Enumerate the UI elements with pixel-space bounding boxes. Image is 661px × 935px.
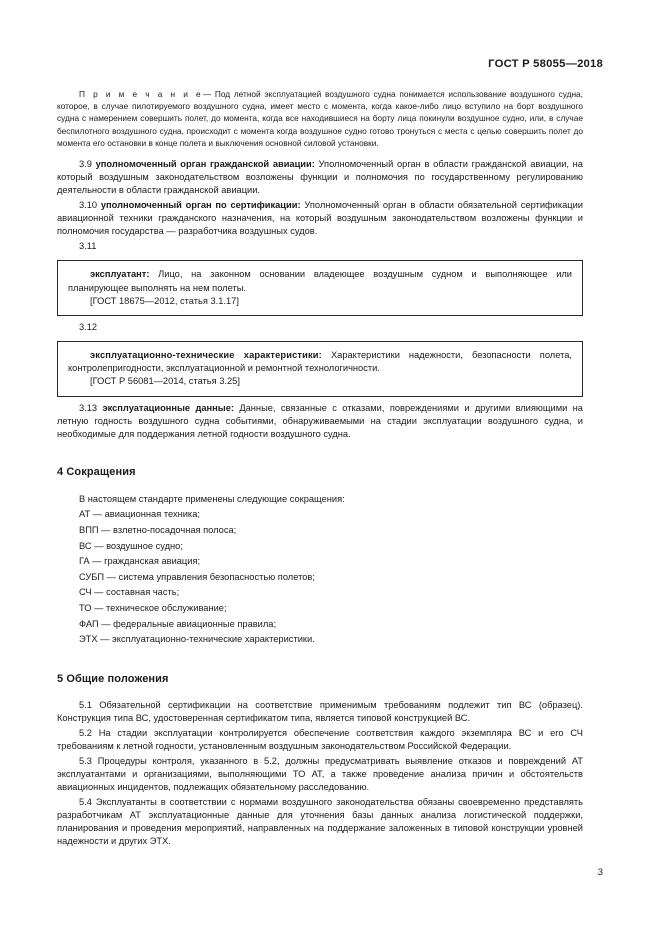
- clause-5-4: [57, 796, 583, 848]
- abbreviation-item-fap: ФАП — федеральные авиационные правила;: [79, 618, 277, 629]
- abbreviation-item-sch: СЧ — составная часть;: [79, 587, 180, 598]
- abbreviation-item-vpp: ВПП — взлетно-посадочная полоса;: [79, 524, 237, 535]
- note-dash: —: [202, 89, 212, 99]
- clause-5-3-number: 5.3: [79, 755, 92, 766]
- definition-box-3-12-term: эксплуатационно-технические характеристики:: [90, 350, 322, 360]
- clause-3-13-number: 3.13: [79, 402, 98, 413]
- abbreviation-item-ga: ГА — гражданская авиация;: [79, 556, 201, 567]
- clause-3-9-number: 3.9: [79, 159, 92, 170]
- clause-3-9-definition: Уполномоченный орган в области гражданской авиации, на который воздушным законодательством возложены функции и полномочия по государственному регулированию деятельности в области гражданской авиации.: [57, 159, 583, 196]
- definition-box-3-12-text: Характеристики надежности, безопасности полета, контролепригодности, эксплуатационной и ремонтной технологичности.: [68, 350, 572, 374]
- clause-3-10: [57, 199, 583, 238]
- page-number: 3: [597, 866, 603, 877]
- note-paragraph: [57, 88, 583, 149]
- definition-box-3-12-body: [68, 349, 572, 375]
- definition-box-3-11-term: эксплуатант:: [90, 269, 150, 280]
- abbreviation-item-at: АТ — авиационная техника;: [79, 509, 200, 520]
- definition-box-3-11-text: Лицо, на законном основании владеющее воздушным судном и выполняющее или планирующее выполнять на нем полеты.: [68, 269, 573, 293]
- clause-5-4-number: 5.4: [79, 797, 92, 808]
- note-label: П р и м е ч а н и е: [79, 89, 203, 99]
- clause-5-3-text: Процедуры контроля, указанного в 5.2, должны предусматривать выявление отказов и повреждений АТ эксплуатантами и организациями, выполняющими ТО АТ, а также проведение анализа причин и обстоятельств авиационных инцидентов, подлежащих обязательному расследованию.: [57, 755, 583, 792]
- clause-5-3: [57, 755, 583, 794]
- definition-box-3-11: [57, 260, 583, 316]
- abbreviation-item-vs: ВС — воздушное судно;: [79, 540, 183, 551]
- clause-3-9-term: уполномоченный орган гражданской авиации:: [95, 159, 315, 170]
- clause-3-13-definition: Данные, связанные с отказами, повреждениями и другими влияющими на летную годность воздушного судна событиями, обнаруживаемыми на стадии эксплуатации воздушного судна, и необходимые для поддержания летной годности воздушного судна.: [57, 402, 583, 439]
- definition-box-3-12: [57, 341, 583, 397]
- clause-3-10-number: 3.10: [79, 200, 98, 211]
- note-text: Под летной эксплуатацией воздушного судна понимается использование воздушного судна, которое, в случае пилотируемого воздушного судна, имеет место с момента, когда какое-либо лицо вступило на борт воздушного судна с намерением совершить полет, до момента, когда все находившиеся на борту лица покинули воздушное судно, или, в случае беспилотного воздушного судна, происходит с момента когда воздушное судно готово тронуться с места с целью совершить полет до момента его остановки в конце полета и выключения основной силовой установки.: [57, 89, 583, 148]
- clause-3-10-definition: Уполномоченный орган в области обязательной сертификации авиационной техники гражданского назначения, на который воздушным законодательством возложены функции и полномочия государства — разработчика воздушных судов.: [57, 200, 584, 237]
- abbreviation-item-etkh: ЭТХ — эксплуатационно-технические характеристики.: [79, 634, 315, 645]
- clause-5-1: [57, 699, 583, 725]
- section-heading-4: 4 Сокращения: [57, 465, 136, 478]
- clause-5-1-number: 5.1: [79, 699, 92, 710]
- abbreviations-list: [57, 492, 583, 648]
- clause-5-4-text: Эксплуатанты в соответствии с нормами воздушного законодательства обязаны своевременно представлять разработчикам АТ эксплуатационные данные для уточнения базы данных анализа логистической поддержки, планирования и проведения мероприятий, направленных на поддержание заложенных в типовой конструкции уровней надежности и других ЭТХ.: [57, 797, 583, 847]
- clause-3-9: [57, 158, 583, 197]
- definition-box-3-11-body: [68, 268, 572, 294]
- definition-box-3-11-source: [ГОСТ 18675—2012, статья 3.1.17]: [90, 295, 239, 306]
- clause-5-2-number: 5.2: [79, 727, 92, 738]
- section-heading-5: 5 Общие положения: [57, 672, 169, 685]
- page-content: [57, 88, 583, 848]
- clause-3-12-number: 3.12: [79, 321, 98, 332]
- clause-3-10-term: уполномоченный орган по сертификации:: [100, 200, 301, 211]
- clause-3-11-number: 3.11: [79, 241, 97, 252]
- abbreviations-intro: В настоящем стандарте применены следующие сокращения:: [79, 493, 345, 504]
- definition-box-3-12-source: [ГОСТ Р 56081—2014, статья 3.25]: [90, 376, 240, 387]
- abbreviation-item-subp: СУБП — система управления безопасностью полетов;: [79, 571, 315, 582]
- page-header-standard-number: ГОСТ Р 58055—2018: [488, 58, 603, 70]
- abbreviation-item-to: ТО — техническое обслуживание;: [79, 602, 227, 613]
- clause-5-2: [57, 727, 583, 753]
- clause-3-13: [57, 402, 583, 441]
- clause-5-1-text: Обязательной сертификации на соответствие применимым требованиям подлежит тип ВС (образец). Конструкция типа ВС, удостоверенная сертификатом типа, является типовой конструкцией ВС.: [57, 699, 583, 723]
- clause-3-13-term: эксплуатационные данные:: [102, 402, 234, 413]
- clause-5-2-text: На стадии эксплуатации контролируется обеспечение соответствия каждого экземпляра ВС и его СЧ требованиям к летной годности, установленным воздушным законодательством Российской Федерации.: [57, 727, 583, 751]
